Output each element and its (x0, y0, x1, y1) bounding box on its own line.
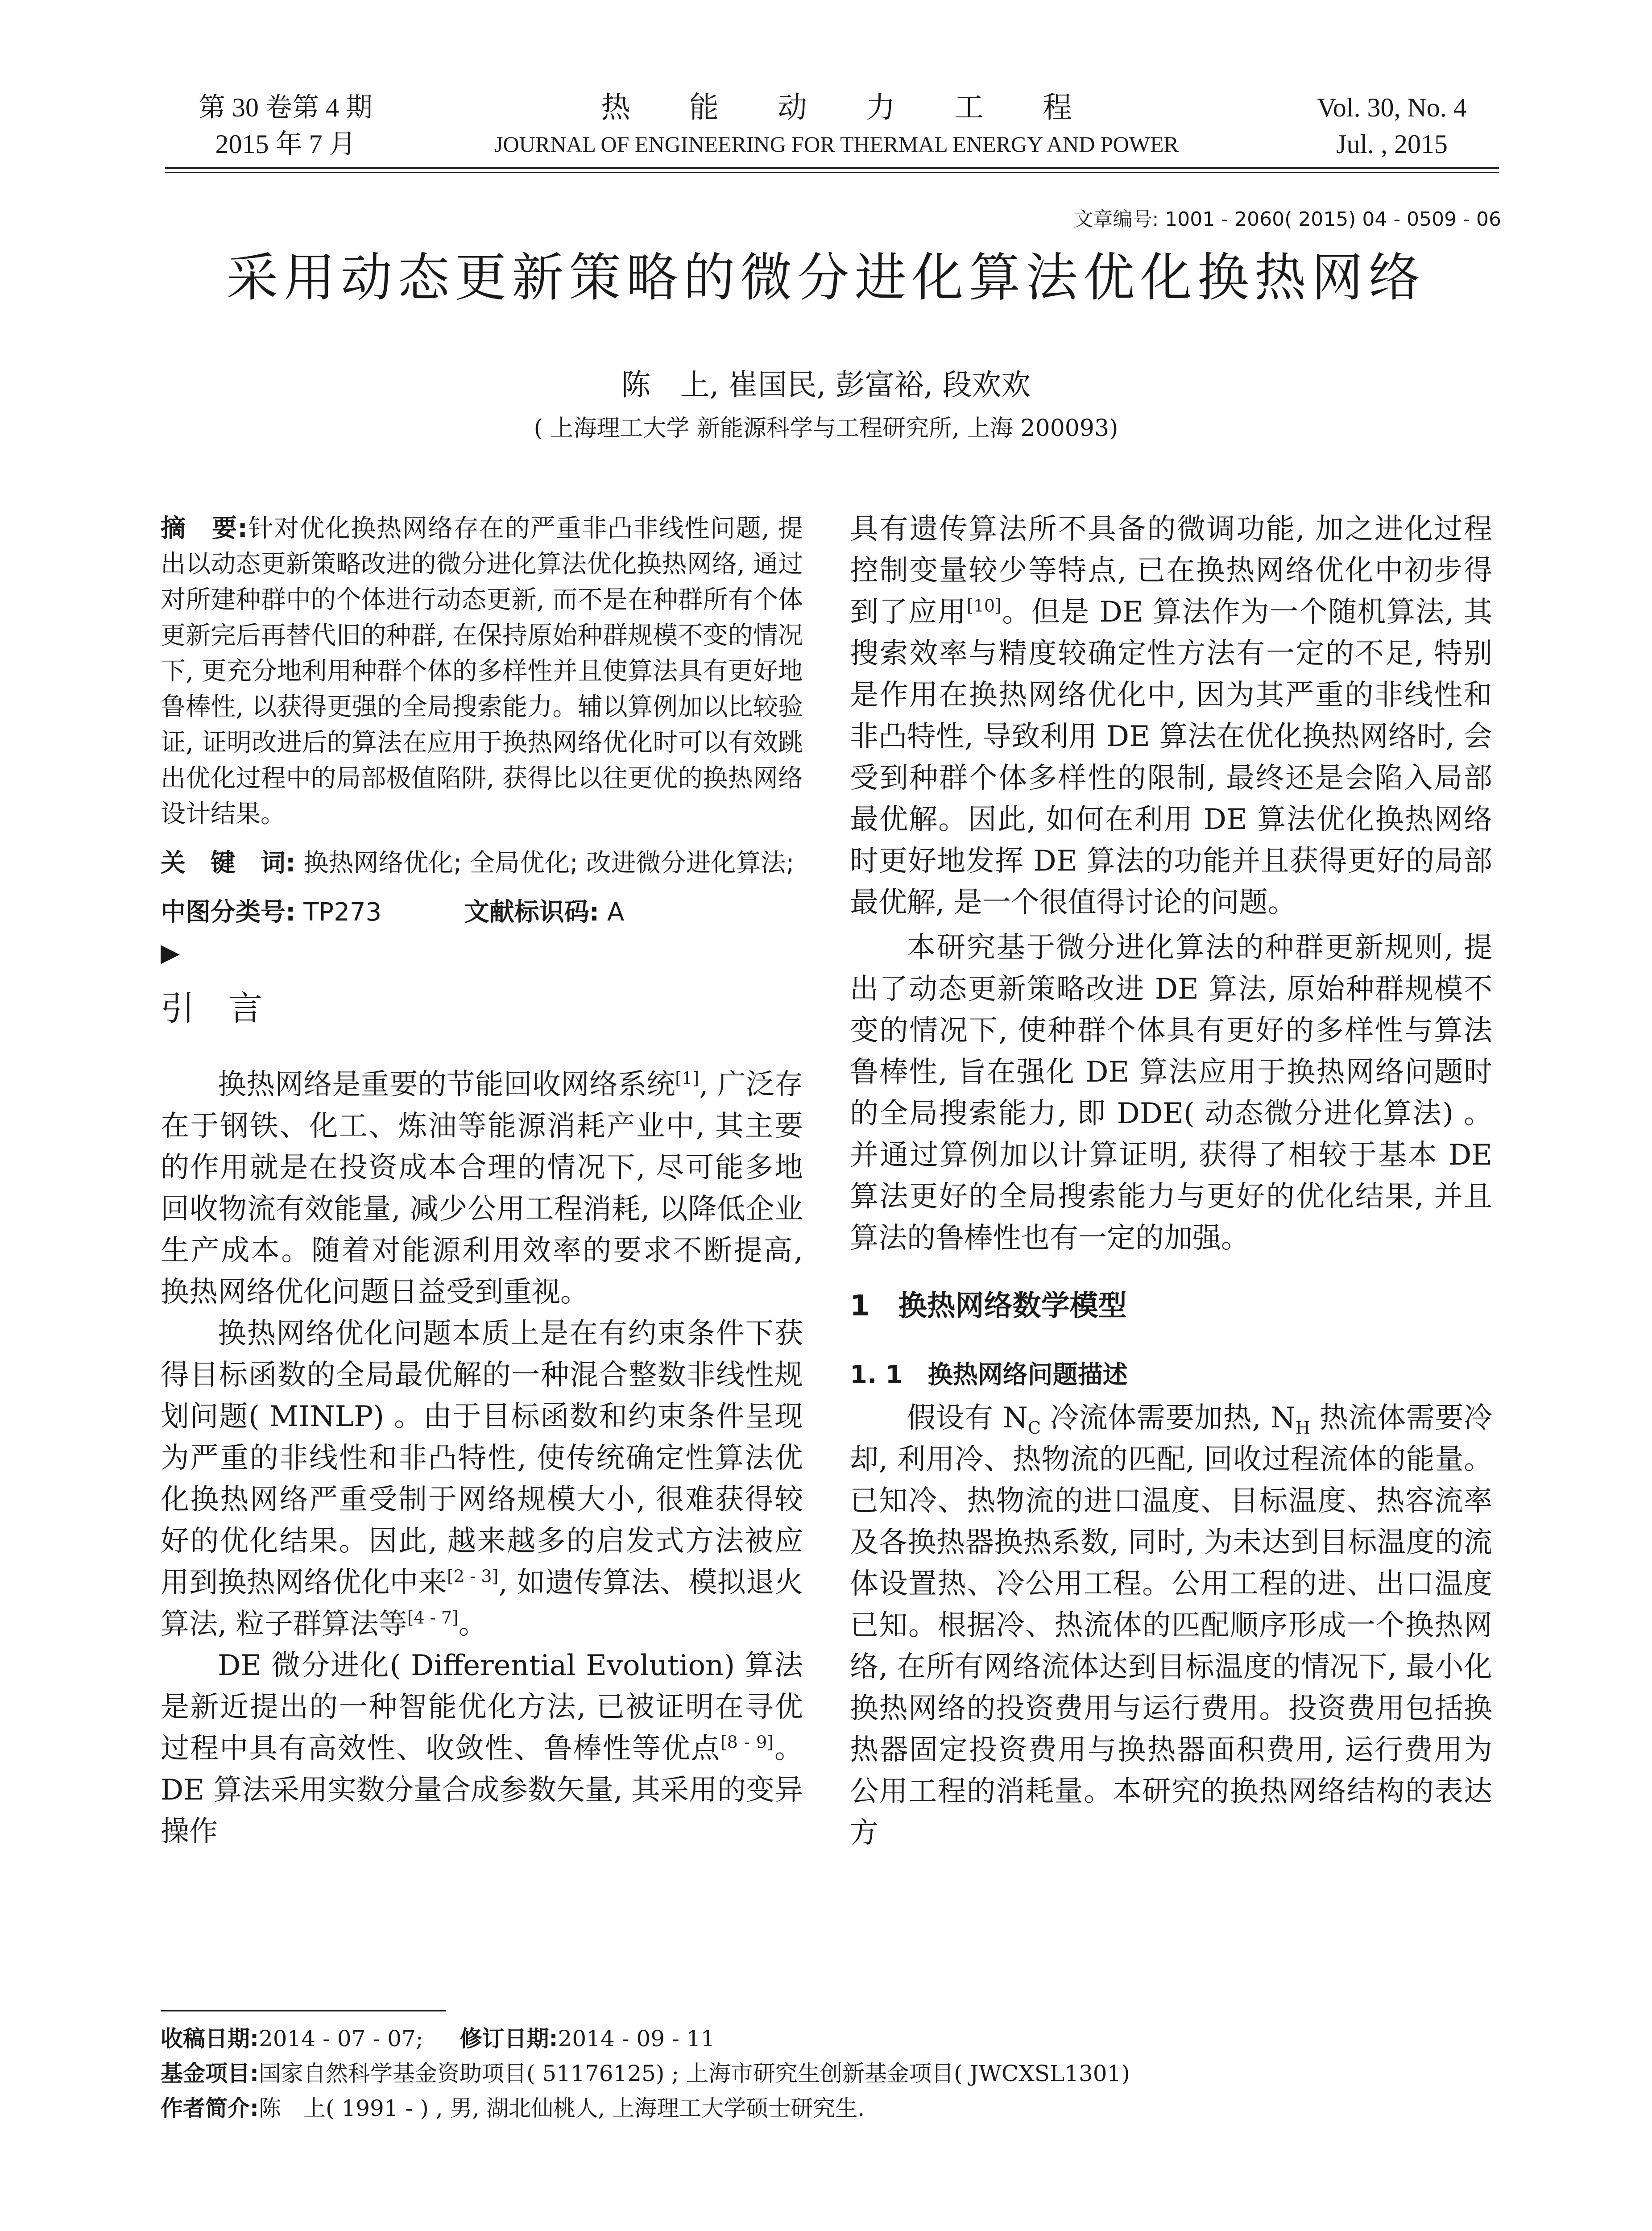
citation: [1] (675, 1068, 700, 1088)
subscript: C (1027, 1418, 1041, 1438)
publication-date: 2015 年 7 月 (215, 129, 356, 159)
paragraph: 换热网络是重要的节能回收网络系统[1], 广泛存在于钢铁、化工、炼油等能源消耗产业中, 其主要的作用就是在投资成本合理的情况下, 尽可能多地回收物流有效能量, 减少公用工程消耗, 以降低企业生产成本。随着对能源利用效率的要求不断提高, 换热网络优化问题日益受到重视。 (161, 1068, 803, 1309)
journal-name-chinese: 热 能 动 力 工 程 (601, 90, 1072, 124)
date-english: Jul. , 2015 (1336, 129, 1448, 159)
right-column (850, 509, 1492, 1854)
header-rule-thin (165, 172, 1499, 173)
article-number: 文章编号: 1001 - 2060( 2015) 04 - 0509 - 06 (1073, 208, 1501, 231)
paragraph: DE 微分进化( Differential Evolution) 算法是新近提出的一种智能优化方法, 已被证明在寻优过程中具有高效性、收敛性、鲁棒性等优点[8 - 9]。DE 算法采用实数分量合成参数矢量, 其采用的变异操作 (161, 1649, 803, 1848)
abstract-text: 针对优化换热网络存在的严重非凸非线性问题, 提出以动态更新策略改进的微分进化算法优化换热网络, 通过对所建种群中的个体进行动态更新, 而不是在种群所有个体更新完后再替代旧的种群, 在保持原始种群规模不变的情况下, 更充分地利用种群个体的多样性并且使算法具有更好地鲁棒性, 以获得更强的全局搜索能力。辅以算例加以比较验证, 证明改进后的算法在应用于换热网络优化时可以有效跳出优化过程中的局部极值陷阱, 获得比以往更优的换热网络设计结果。 (161, 514, 803, 829)
footnote-author: 作者简介:陈 上( 1991 - ) , 男, 湖北仙桃人, 上海理工大学硕士研究生. (161, 2095, 865, 2121)
clc-label: 中图分类号: (161, 898, 296, 927)
journal-volume-english (1285, 89, 1499, 162)
abstract (161, 511, 803, 832)
footnotes (161, 2021, 1495, 2126)
volume-issue: 第 30 卷第 4 期 (199, 93, 373, 122)
journal-name (446, 89, 1227, 162)
classification (161, 895, 803, 930)
volume-english: Vol. 30, No. 4 (1317, 93, 1467, 122)
section-heading-intro: 引 言 (161, 988, 262, 1028)
citation: [10] (966, 596, 1002, 616)
citation: [8 - 9] (720, 1732, 774, 1752)
paragraph: 假设有 $N_C$ 冷流体需要加热, $N_H$ 热流体需要冷却, 利用冷、热物流的匹配, 回收过程流体的能量。已知冷、热物流的进口温度、目标温度、热容流率及各换热器换热系数, 同时, 为未达到目标温度的流体设置热、冷公用工程。公用工程的进、出口温度已知。根据冷、热流体的匹配顺序形成一个换热网络, 在所有网络流体达到目标温度的情况下, 最小化换热网络的投资费用与运行费用。投资费用包括换热器固定投资费用与换热器面积费用, 运行费用为公用工程的消耗量。本研究的换热网络结构的表达方 (850, 1402, 1493, 1849)
journal-name-english: JOURNAL OF ENGINEERING FOR THERMAL ENERGY AND POWER (494, 132, 1179, 157)
keywords-text: 换热网络优化; 全局优化; 改进微分进化算法; (303, 849, 795, 878)
abstract-label: 摘 要: (161, 514, 248, 543)
intro-body (161, 1064, 803, 1853)
affiliation: ( 上海理工大学 新能源科学与工程研究所, 上海 200093) (534, 415, 1118, 442)
footnote-fund: 基金项目:国家自然科学基金资助项目( 51176125) ; 上海市研究生创新基金项目( JWCXSL1301) (161, 2061, 1130, 2086)
journal-volume-issue (178, 89, 393, 162)
paragraph: 换热网络优化问题本质上是在有约束条件下获得目标函数的全局最优解的一种混合整数非线性规划问题( MINLP) 。由于目标函数和约束条件呈现为严重的非线性和非凸特性, 使传统确定性算法优化换热网络严重受制于网络规模大小, 很难获得较好的优化结果。因此, 越来越多的启发式方法被应用到换热网络优化中来[2 - 3], 如遗传算法、模拟退火算法, 粒子群算法等[4 - 7]。 (161, 1317, 803, 1641)
paper-title: 采用动态更新策略的微分进化算法优化换热网络 (226, 248, 1426, 308)
doc-code-label: 文献标识码: (464, 898, 600, 927)
authors: 陈 上, 崔国民, 彭富裕, 段欢欢 (621, 368, 1031, 402)
clc-value: TP273 (303, 898, 382, 927)
left-column (161, 511, 803, 1853)
footnote-rule (161, 2010, 446, 2011)
citation: [4 - 7] (407, 1608, 459, 1628)
section-heading-1: 1 换热网络数学模型 (850, 1290, 1127, 1323)
subscript: H (1295, 1418, 1310, 1438)
footnote-dates: 收稿日期:2014 - 07 - 07; 修订日期:2014 - 09 - 11 (161, 2026, 715, 2052)
publisher-mark-icon: ▶ (161, 938, 180, 967)
header-rule-thick (165, 167, 1499, 169)
doc-code-value: A (607, 898, 625, 927)
paragraph: 本研究基于微分进化算法的种群更新规则, 提出了动态更新策略改进 DE 算法, 原始种群规模不变的情况下, 使种群个体具有更好的多样性与算法鲁棒性, 旨在强化 DE 算法应用于换热网络问题时的全局搜索能力, 即 DDE( 动态微分进化算法) 。并通过算例加以计算证明, 获得了相较于基本 DE 算法更好的全局搜索能力与更好的优化结果, 并且算法的鲁棒性也有一定的加强。 (850, 931, 1492, 1255)
keywords-label: 关 键 词: (161, 849, 296, 878)
citation: [2 - 3] (447, 1566, 499, 1586)
paragraph: 具有遗传算法所不具备的微调功能, 加之进化过程控制变量较少等特点, 已在换热网络优化中初步得到了应用[10]。但是 DE 算法作为一个随机算法, 其搜索效率与精度较确定性方法有一定的不足, 特别是作用在换热网络优化中, 因为其严重的非线性和非凸特性, 导致利用 DE 算法在优化换热网络时, 会受到种群个体多样性的限制, 最终还是会陷入局部最优解。因此, 如何在利用 DE 算法优化换热网络时更好地发挥 DE 算法的功能并且获得更好的局部最优解, 是一个很值得讨论的问题。 (850, 513, 1493, 919)
section-heading-1-1: 1. 1 换热网络问题描述 (850, 1360, 1128, 1389)
keywords (161, 846, 803, 881)
